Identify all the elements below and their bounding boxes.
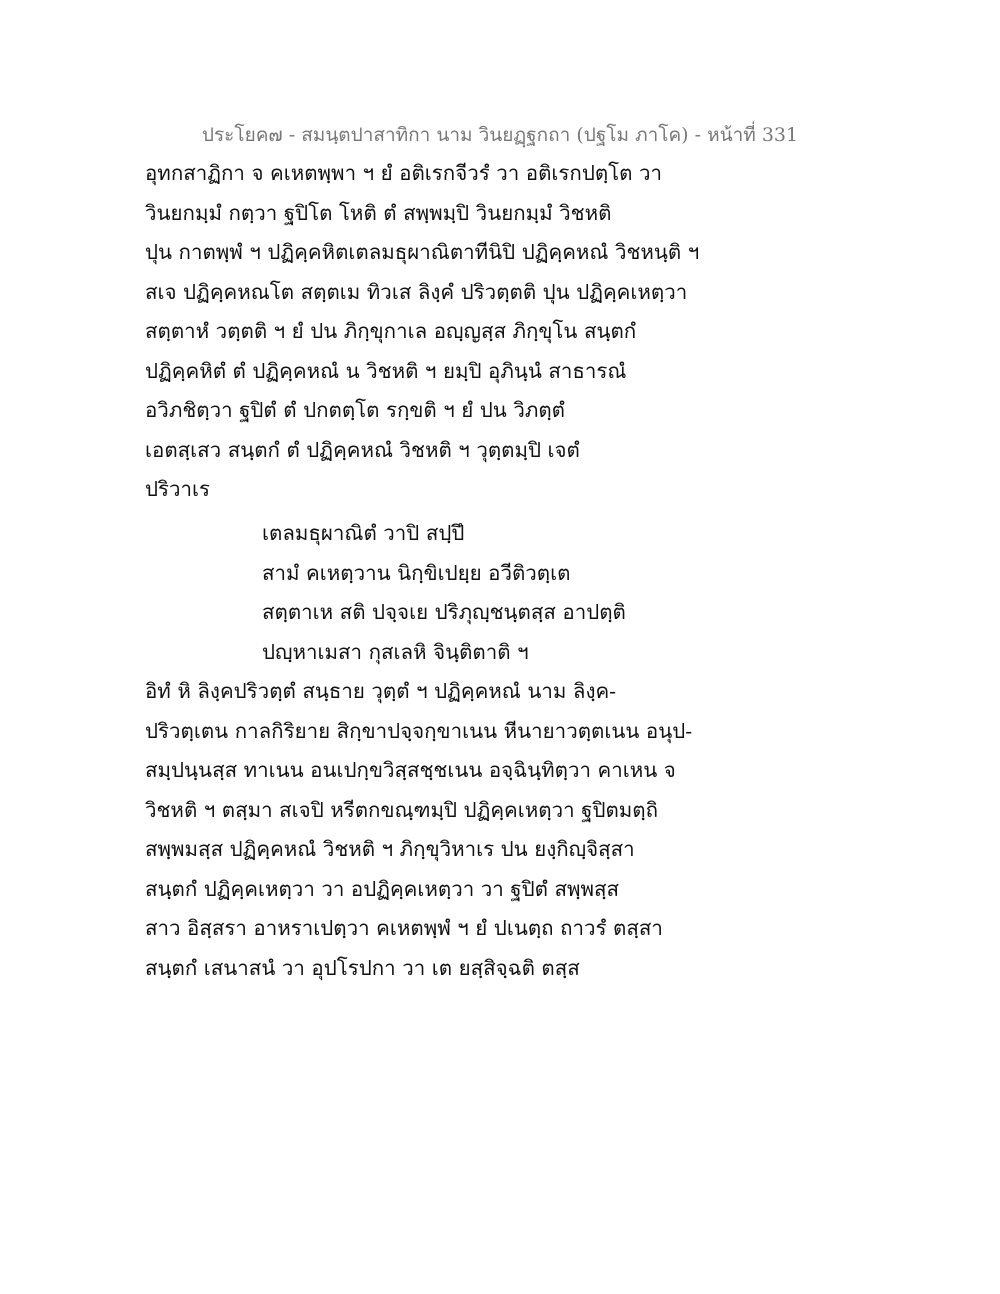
- text-line: สาว อิสฺสรา อาหราเปตฺวา คเหตพฺพํ ฯ ยํ ปเนตฺถ ถาวรํ ตสฺสา: [145, 916, 663, 940]
- text-line: วิชหติ ฯ ตสฺมา สเจปิ หรีตกขณฺฑมฺปิ ปฏิคฺคเหตฺวา ฐปิตมตฺถิ: [145, 797, 659, 822]
- text-line: อุทกสาฏิกา จ คเหตพฺพา ฯ ยํ อติเรกจีวรํ วา อติเรกปตฺโต วา: [145, 161, 663, 185]
- text-line: สตฺตาหํ วตฺตติ ฯ ยํ ปน ภิกฺขุกาเล อญฺญสฺส ภิกฺขุโน สนฺตกํ: [145, 319, 637, 343]
- text-line: สมฺปนฺนสฺส ทาเนน อนเปกฺขวิสฺสชฺชเนน อจฺฉินฺทิตฺวา คาเหน จ: [145, 758, 676, 782]
- text-line: อิทํ หิ ลิงฺคปริวตฺตํ สนฺธาย วุตฺตํ ฯ ปฏิคฺคหณํ นาม ลิงฺค-: [145, 679, 617, 703]
- text-line: วินยกมฺมํ กตฺวา ฐปิโต โหติ ตํ สพฺพมฺปิ วินยกมฺมํ วิชหติ: [145, 200, 612, 225]
- text-line: สพฺพมสฺส ปฏิคฺคหณํ วิชหติ ฯ ภิกฺขุวิหาเร ปน ยงฺกิญฺจิสฺสา: [145, 837, 635, 861]
- verse-line: สามํ คเหตฺวาน นิกฺขิเปยฺย อวีติวตฺเต: [262, 560, 571, 585]
- verse: [262, 514, 722, 672]
- verse-line: เตลมธุผาณิตํ วาปิ สปฺปึ: [262, 521, 465, 545]
- text-line: ปริวาเร: [145, 477, 211, 501]
- text-line: ปุน กาตพฺพํ ฯ ปฏิคฺคหิตเตลมธุผาณิตาทีนิปิ ปฏิคฺคหณํ วิชหนฺติ ฯ: [145, 240, 700, 264]
- text-line: สนฺตกํ ปฏิคฺคเหตฺวา วา อปฏิคฺคเหตฺวา วา ฐปิตํ สพฺพสฺส: [145, 876, 620, 901]
- text-line: ปฏิคฺคหิตํ ตํ ปฏิคฺคหณํ น วิชหติ ฯ ยมฺปิ อุภินฺนํ สาธารณํ: [145, 358, 627, 383]
- verse-line: ปญฺหาเมสา กุสเลหิ จินฺติตาติ ฯ: [262, 639, 529, 664]
- text-line: ปริวตฺเตน กาลกิริยาย สิกฺขาปจฺจกฺขาเนน หีนายาวตฺตเนน อนุป-: [145, 718, 693, 743]
- verse-line: สตฺตาเห สติ ปจฺจเย ปริภุญฺชนฺตสฺส อาปตฺติ: [262, 600, 626, 624]
- text-line: สนฺตกํ เสนาสนํ วา อุปโรปกา วา เต ยสฺสิจฺฉติ ตสฺส: [145, 955, 580, 980]
- page-header: ประโยค๗ - สมนฺตปาสาทิกา นาม วินยฏฺฐกถา (ปฐโม ภาโค) - หน้าที่ 331: [201, 124, 799, 146]
- paragraph-2: [145, 672, 705, 988]
- paragraph-1: [145, 154, 705, 510]
- text-line: สเจ ปฏิคฺคหณโต สตฺตเม ทิวเส ลิงฺคํ ปริวตฺตติ ปุน ปฏิคฺคเหตฺวา: [145, 279, 688, 304]
- text-line: อวิภชิตฺวา ฐปิตํ ตํ ปกตตฺโต รกฺขติ ฯ ยํ ปน วิภตฺตํ: [145, 398, 565, 422]
- text-line: เอตสฺเสว สนฺตกํ ตํ ปฏิคฺคหณํ วิชหติ ฯ วุตฺตมฺปิ เจตํ: [145, 437, 580, 462]
